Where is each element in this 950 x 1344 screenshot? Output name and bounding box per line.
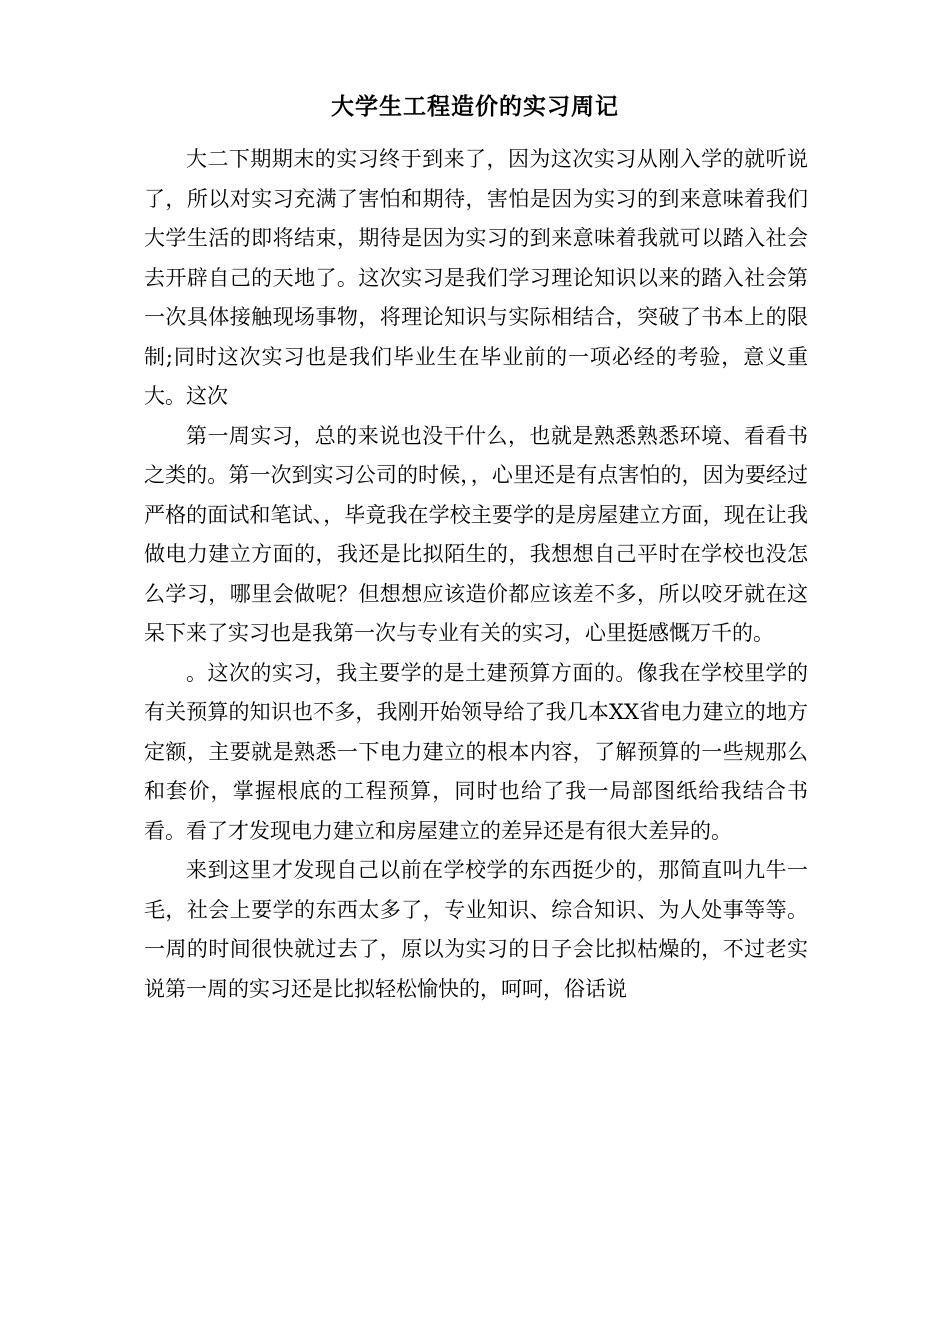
paragraph-3: 。这次的实习，我主要学的是土建预算方面的。像我在学校里学的有关预算的知识也不多，我刚开始领导给了我几本XX省电力建立的地方定额，主要就是熟悉一下电力建立的根本内容，了解预算的一些规那么和套价，掌握根底的工程预算，同时也给了我一局部图纸给我结合书看。看了才发现电力建立和房屋建立的差异还是有很大差异的。 [144,660,808,843]
paragraph-4: 来到这里才发现自己以前在学校学的东西挺少的，那简直叫九牛一毛，社会上要学的东西太多了，专业知识、综合知识、为人处事等等。一周的时间很快就过去了，原以为实习的日子会比拟枯燥的，不过老实说第一周的实习还是比拟轻松愉快的，呵呵，俗话说 [144,858,808,1001]
paragraph-1: 大二下期期末的实习终于到来了，因为这次实习从刚入学的就听说了，所以对实习充满了害怕和期待，害怕是因为实习的到来意味着我们大学生活的即将结束，期待是因为实习的到来意味着我就可以踏入社会去开辟自己的天地了。这次实习是我们学习理论知识以来的踏入社会第一次具体接触现场事物，将理论知识与实际相结合，突破了书本上的限制;同时这次实习也是我们毕业生在毕业前的一项必经的考验，意义重大。这次 [144,147,808,408]
paragraph-2: 第一周实习，总的来说也没干什么，也就是熟悉熟悉环境、看看书之类的。第一次到实习公司的时候，，心里还是有点害怕的，因为要经过严格的面试和笔试、，毕竟我在学校主要学的是房屋建立方面，现在让我做电力建立方面的，我还是比拟陌生的，我想想自己平时在学校也没怎么学习，哪里会做呢？但想想应该造价都应该差不多，所以咬牙就在这呆下来了实习也是我第一次与专业有关的实习，心里挺感慨万千的。 [144,423,808,645]
document-title: 大学生工程造价的实习周记 [331,94,619,120]
document-body [144,140,808,1009]
